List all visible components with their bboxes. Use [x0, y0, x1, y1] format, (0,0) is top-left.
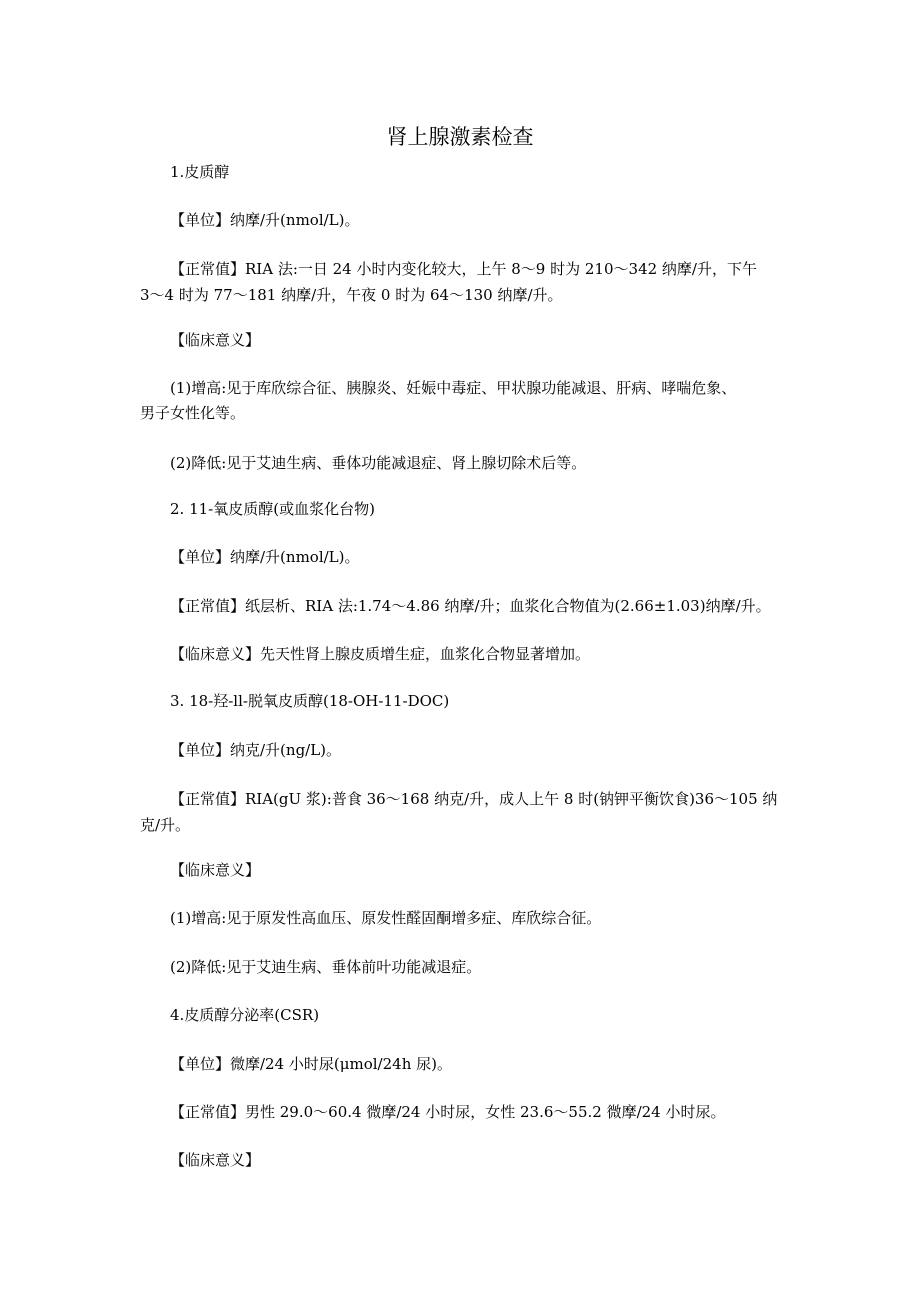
unit-line: 【单位】纳摩/升(nmol/L)。: [170, 548, 360, 566]
section-heading: 2. 11-氧皮质醇(或血浆化台物): [170, 500, 375, 518]
clinical-significance-line: 【临床意义】先天性肾上腺皮质增生症，血浆化合物显著增加。: [170, 645, 591, 663]
normal-value-line: 【正常值】RIA 法:一日 24 小时内变化较大，上午 8～9 时为 210～342 纳摩/升，下午: [170, 260, 757, 278]
unit-line: 【单位】微摩/24 小时尿(μmol/24h 尿)。: [170, 1055, 452, 1073]
normal-value-line: 【正常值】男性 29.0～60.4 微摩/24 小时尿，女性 23.6～55.2 微摩/24 小时尿。: [170, 1103, 726, 1121]
clinical-significance-heading: 【临床意义】: [170, 331, 261, 349]
normal-value-line: 【正常值】RIA(gU 浆):普食 36～168 纳克/升，成人上午 8 时(钠钾平衡饮食)36～105 纳: [170, 790, 778, 808]
page-title: 肾上腺激素检查: [386, 125, 534, 149]
section-heading: 4.皮质醇分泌率(CSR): [170, 1006, 320, 1024]
unit-line: 【单位】纳克/升(ng/L)。: [170, 741, 342, 759]
clinical-significance-heading: 【临床意义】: [170, 861, 261, 879]
clinical-item-continuation: 男子女性化等。: [140, 404, 246, 422]
normal-value-line: 【正常值】纸层析、RIA 法:1.74～4.86 纳摩/升；血浆化合物值为(2.66±1.03)纳摩/升。: [170, 597, 771, 615]
clinical-significance-heading: 【临床意义】: [170, 1151, 261, 1169]
clinical-item: (1)增高:见于库欣综合征、胰腺炎、妊娠中毒症、甲状腺功能减退、肝病、哮喘危象、: [170, 379, 737, 397]
clinical-item: (1)增高:见于原发性高血压、原发性醛固酮增多症、库欣综合征。: [170, 909, 602, 927]
section-heading: 1.皮质醇: [170, 163, 230, 181]
clinical-item: (2)降低:见于艾迪生病、垂体前叶功能减退症。: [170, 958, 482, 976]
clinical-item: (2)降低:见于艾迪生病、垂体功能减退症、肾上腺切除术后等。: [170, 454, 587, 472]
normal-value-continuation: 3～4 时为 77～181 纳摩/升，午夜 0 时为 64～130 纳摩/升。: [140, 286, 563, 304]
section-heading: 3. 18-羟-ll-脱氧皮质醇(18-OH-11-DOC): [170, 692, 450, 710]
normal-value-continuation: 克/升。: [140, 816, 191, 834]
unit-line: 【单位】纳摩/升(nmol/L)。: [170, 211, 360, 229]
